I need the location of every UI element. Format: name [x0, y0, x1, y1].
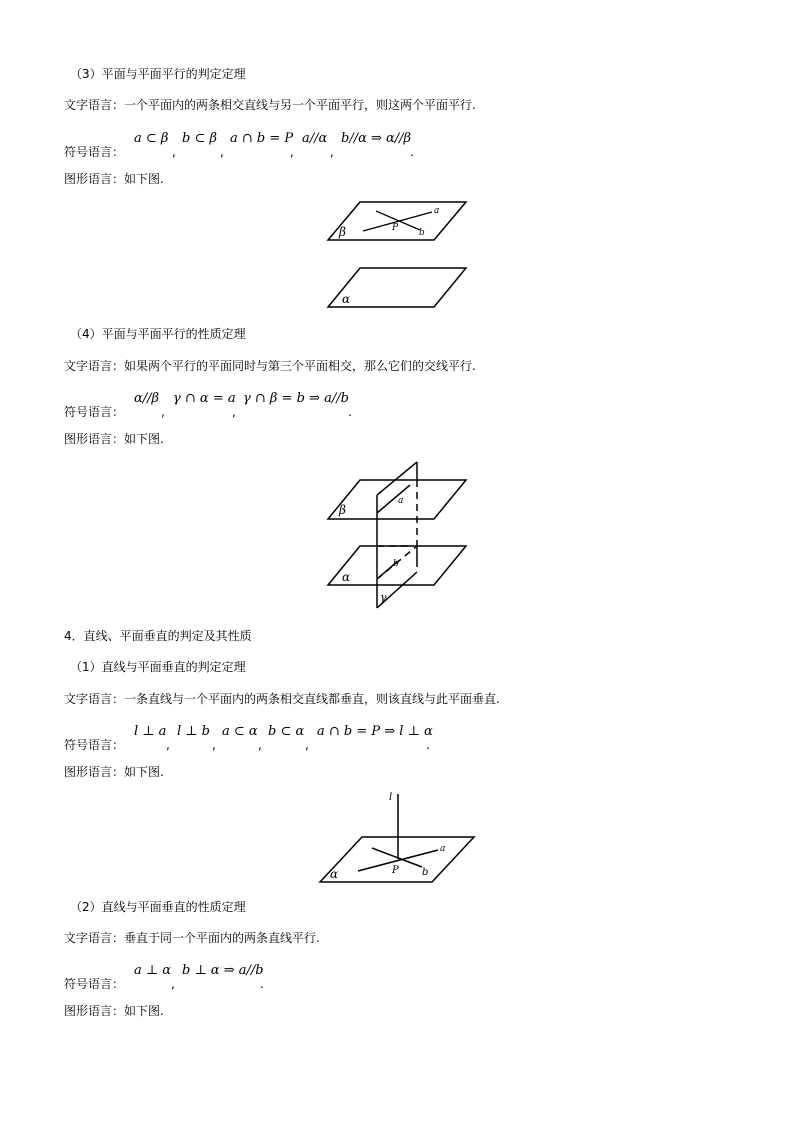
label-gamma: γ [380, 591, 387, 604]
text-language-label: 文字语言： [64, 931, 125, 945]
subsection-1-figure-row [64, 764, 164, 780]
subsection-1-text-row [64, 691, 500, 707]
label-b: b [393, 559, 399, 569]
comma: , [171, 977, 175, 991]
label-P: P [392, 223, 399, 233]
figure-language-content: 如下图. [124, 1004, 164, 1018]
figure-language-content: 如下图. [124, 172, 164, 186]
label-l: l [389, 792, 393, 803]
period: . [260, 977, 264, 991]
parallel-planes-decision-figure [320, 195, 480, 313]
symbol-item: a ∩ b = P ⇒ l ⊥ α [317, 724, 433, 739]
figure-language-label: 图形语言： [64, 432, 125, 446]
label-a: a [398, 496, 404, 506]
symbol-item: γ ∩ β = b ⇒ a//b [243, 391, 349, 406]
label-P: P [392, 865, 399, 876]
subsection-2-text-row [64, 930, 320, 946]
text-language-label: 文字语言： [64, 98, 125, 112]
figure-language-label: 图形语言： [64, 1004, 125, 1018]
figure-language-label: 图形语言： [64, 172, 125, 186]
comma: , [212, 738, 216, 752]
figure-language-label: 图形语言： [64, 765, 125, 779]
section-4-figure-row [64, 431, 164, 447]
symbol-language-label: 符号语言： [64, 738, 125, 752]
period: . [426, 738, 430, 752]
text-language-content: 一个平面内的两条相交直线与另一个平面平行，则这两个平面平行. [124, 98, 476, 112]
comma: , [305, 738, 309, 752]
symbol-item: b ⊂ β [182, 131, 217, 146]
symbol-language-label: 符号语言： [64, 405, 125, 419]
line-plane-perpendicular-decision-figure [314, 786, 480, 886]
comma: , [258, 738, 262, 752]
symbol-item: l ⊥ a [134, 724, 167, 739]
symbol-language-label: 符号语言： [64, 145, 125, 159]
comma: , [330, 145, 334, 159]
line-a [377, 485, 410, 513]
text-language-content: 如果两个平行的平面同时与第三个平面相交，那么它们的交线平行. [124, 359, 476, 373]
label-alpha: α [342, 292, 351, 306]
text-language-content: 垂直于同一个平面内的两条直线平行. [124, 931, 320, 945]
symbol-language-label: 符号语言： [64, 977, 125, 991]
label-a: a [440, 844, 446, 854]
symbol-item: l ⊥ b [177, 724, 210, 739]
text-language-content: 一条直线与一个平面内的两条相交直线都垂直，则该直线与此平面垂直. [124, 692, 500, 706]
symbol-item: γ ∩ α = a [173, 391, 236, 406]
period: . [410, 145, 414, 159]
period: . [348, 405, 352, 419]
plane-gamma-top-edge [377, 462, 417, 495]
symbol-item: a//α [302, 131, 328, 146]
text-language-label: 文字语言： [64, 359, 125, 373]
plane-beta [328, 480, 466, 519]
symbol-item: a ⊥ α [134, 963, 172, 978]
label-beta: β [339, 503, 346, 517]
comma: , [166, 738, 170, 752]
figure-language-content: 如下图. [124, 765, 164, 779]
comma: , [161, 405, 165, 419]
parallel-planes-property-figure [320, 455, 480, 615]
symbol-item: a ⊂ β [134, 131, 169, 146]
figure-language-content: 如下图. [124, 432, 164, 446]
symbol-item: α//β [134, 391, 160, 406]
symbol-item: b ⊥ α ⇒ a//b [182, 963, 264, 978]
symbol-item: a ∩ b = P [230, 131, 294, 146]
label-alpha: α [330, 867, 339, 881]
subsection-2-figure-row [64, 1003, 164, 1019]
symbol-item: b//α ⇒ α//β [341, 131, 412, 146]
section-3-figure-row [64, 171, 164, 187]
symbol-item: a ⊂ α [222, 724, 258, 739]
subsection-1-heading: （1）直线与平面垂直的判定定理 [70, 660, 246, 674]
section-3-heading: （3）平面与平面平行的判定定理 [70, 67, 246, 81]
label-beta: β [339, 225, 346, 239]
section-4-heading: （4）平面与平面平行的性质定理 [70, 327, 246, 341]
label-b: b [419, 228, 425, 238]
section-3-text-row [64, 97, 476, 113]
text-language-label: 文字语言： [64, 692, 125, 706]
subsection-2-heading: （2）直线与平面垂直的性质定理 [70, 900, 246, 914]
symbol-item: b ⊂ α [268, 724, 305, 739]
label-a: a [434, 206, 440, 216]
comma: , [220, 145, 224, 159]
comma: , [290, 145, 294, 159]
section-4-text-row [64, 358, 476, 374]
label-b: b [422, 867, 429, 878]
comma: , [232, 405, 236, 419]
comma: , [172, 145, 176, 159]
label-alpha: α [342, 570, 351, 584]
part-4-heading: 4．直线、平面垂直的判定及其性质 [64, 629, 252, 643]
